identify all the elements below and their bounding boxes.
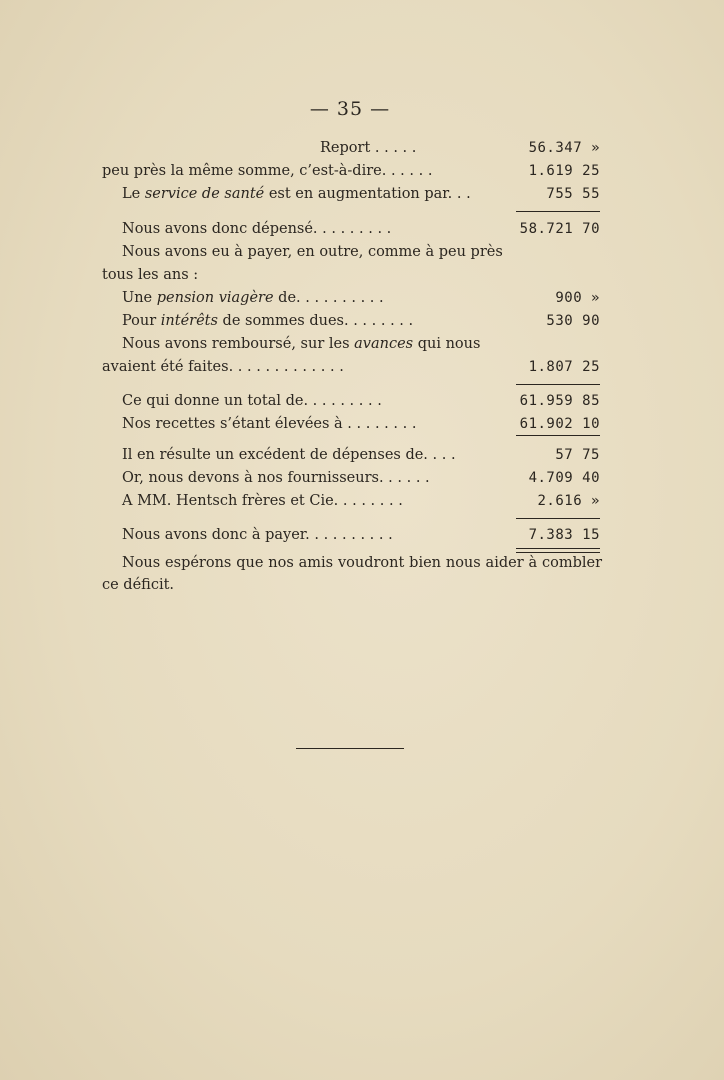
sum-rule (516, 518, 600, 519)
sum-rule (516, 211, 600, 212)
closing-paragraph (102, 552, 602, 596)
ledger-row-advances (102, 356, 602, 378)
end-rule (296, 748, 404, 749)
ledger-row-suppliers (102, 467, 602, 489)
ledger-row-receipts (102, 413, 602, 435)
row-amount: 900 » (555, 290, 600, 306)
row-amount: 61.959 85 (519, 393, 600, 409)
row-amount: 58.721 70 (519, 221, 600, 237)
row-label: Nous avons donc à payer. . . . . . . . . . (122, 527, 393, 543)
row-label: Le service de santé est en augmentation par. . . (122, 186, 471, 202)
ledger-row-excess (102, 444, 602, 466)
ledger-row-to-pay (102, 524, 602, 546)
row-label: Nous avons eu à payer, en outre, comme à peu près (122, 244, 503, 260)
row-amount: 2.616 » (537, 493, 600, 509)
sum-rule (516, 384, 600, 385)
row-amount: 7.383 15 (528, 527, 600, 543)
ledger-row-health-service (102, 183, 602, 205)
row-amount: 57 75 (555, 447, 600, 463)
ledger-row-also-paid (102, 241, 602, 263)
row-label: Ce qui donne un total de. . . . . . . . . (122, 393, 382, 409)
row-amount: 4.709 40 (528, 470, 600, 486)
ledger-row-report (102, 137, 602, 159)
page-number: — 35 — (309, 98, 391, 120)
row-amount: 1.807 25 (528, 359, 600, 375)
closing-text: Nous espérons que nos amis voudront bien nous aider à combler ce déficit. (102, 555, 602, 593)
row-label: peu près la même somme, c’est-à-dire. . . . . . (102, 163, 433, 179)
row-label: tous les ans : (102, 267, 199, 283)
row-label: A MM. Hentsch frères et Cie. . . . . . . . (122, 493, 403, 509)
row-label: Report . . . . . (320, 140, 417, 156)
row-amount: 530 90 (546, 313, 600, 329)
row-amount: 56.347 » (528, 140, 600, 156)
ledger-row-hentsch (102, 490, 602, 512)
ledger-row-pension (102, 287, 602, 309)
row-label: Nous avons donc dépensé. . . . . . . . . (122, 221, 392, 237)
ledger-row-spent (102, 218, 602, 240)
ledger-row-interest (102, 310, 602, 332)
row-label: Pour intérêts de sommes dues. . . . . . . . (122, 313, 414, 329)
ledger-row-reimbursed (102, 333, 602, 355)
ledger-row-total (102, 390, 602, 412)
row-label: Or, nous devons à nos fournisseurs. . . . . . (122, 470, 430, 486)
row-label: Une pension viagère de. . . . . . . . . . (122, 290, 384, 306)
row-amount: 755 55 (546, 186, 600, 202)
row-amount: 1.619 25 (528, 163, 600, 179)
sum-rule (516, 435, 600, 436)
row-amount: 61.902 10 (519, 416, 600, 432)
row-label: Nos recettes s’étant élevées à . . . . . . . . (122, 416, 417, 432)
ledger-row-same-sum (102, 160, 602, 182)
row-label: Nous avons remboursé, sur les avances qui nous (122, 336, 481, 352)
ledger-row-every-year (102, 264, 602, 286)
row-label: Il en résulte un excédent de dépenses de. . . . (122, 447, 456, 463)
row-label: avaient été faites. . . . . . . . . . . . . (102, 359, 344, 375)
